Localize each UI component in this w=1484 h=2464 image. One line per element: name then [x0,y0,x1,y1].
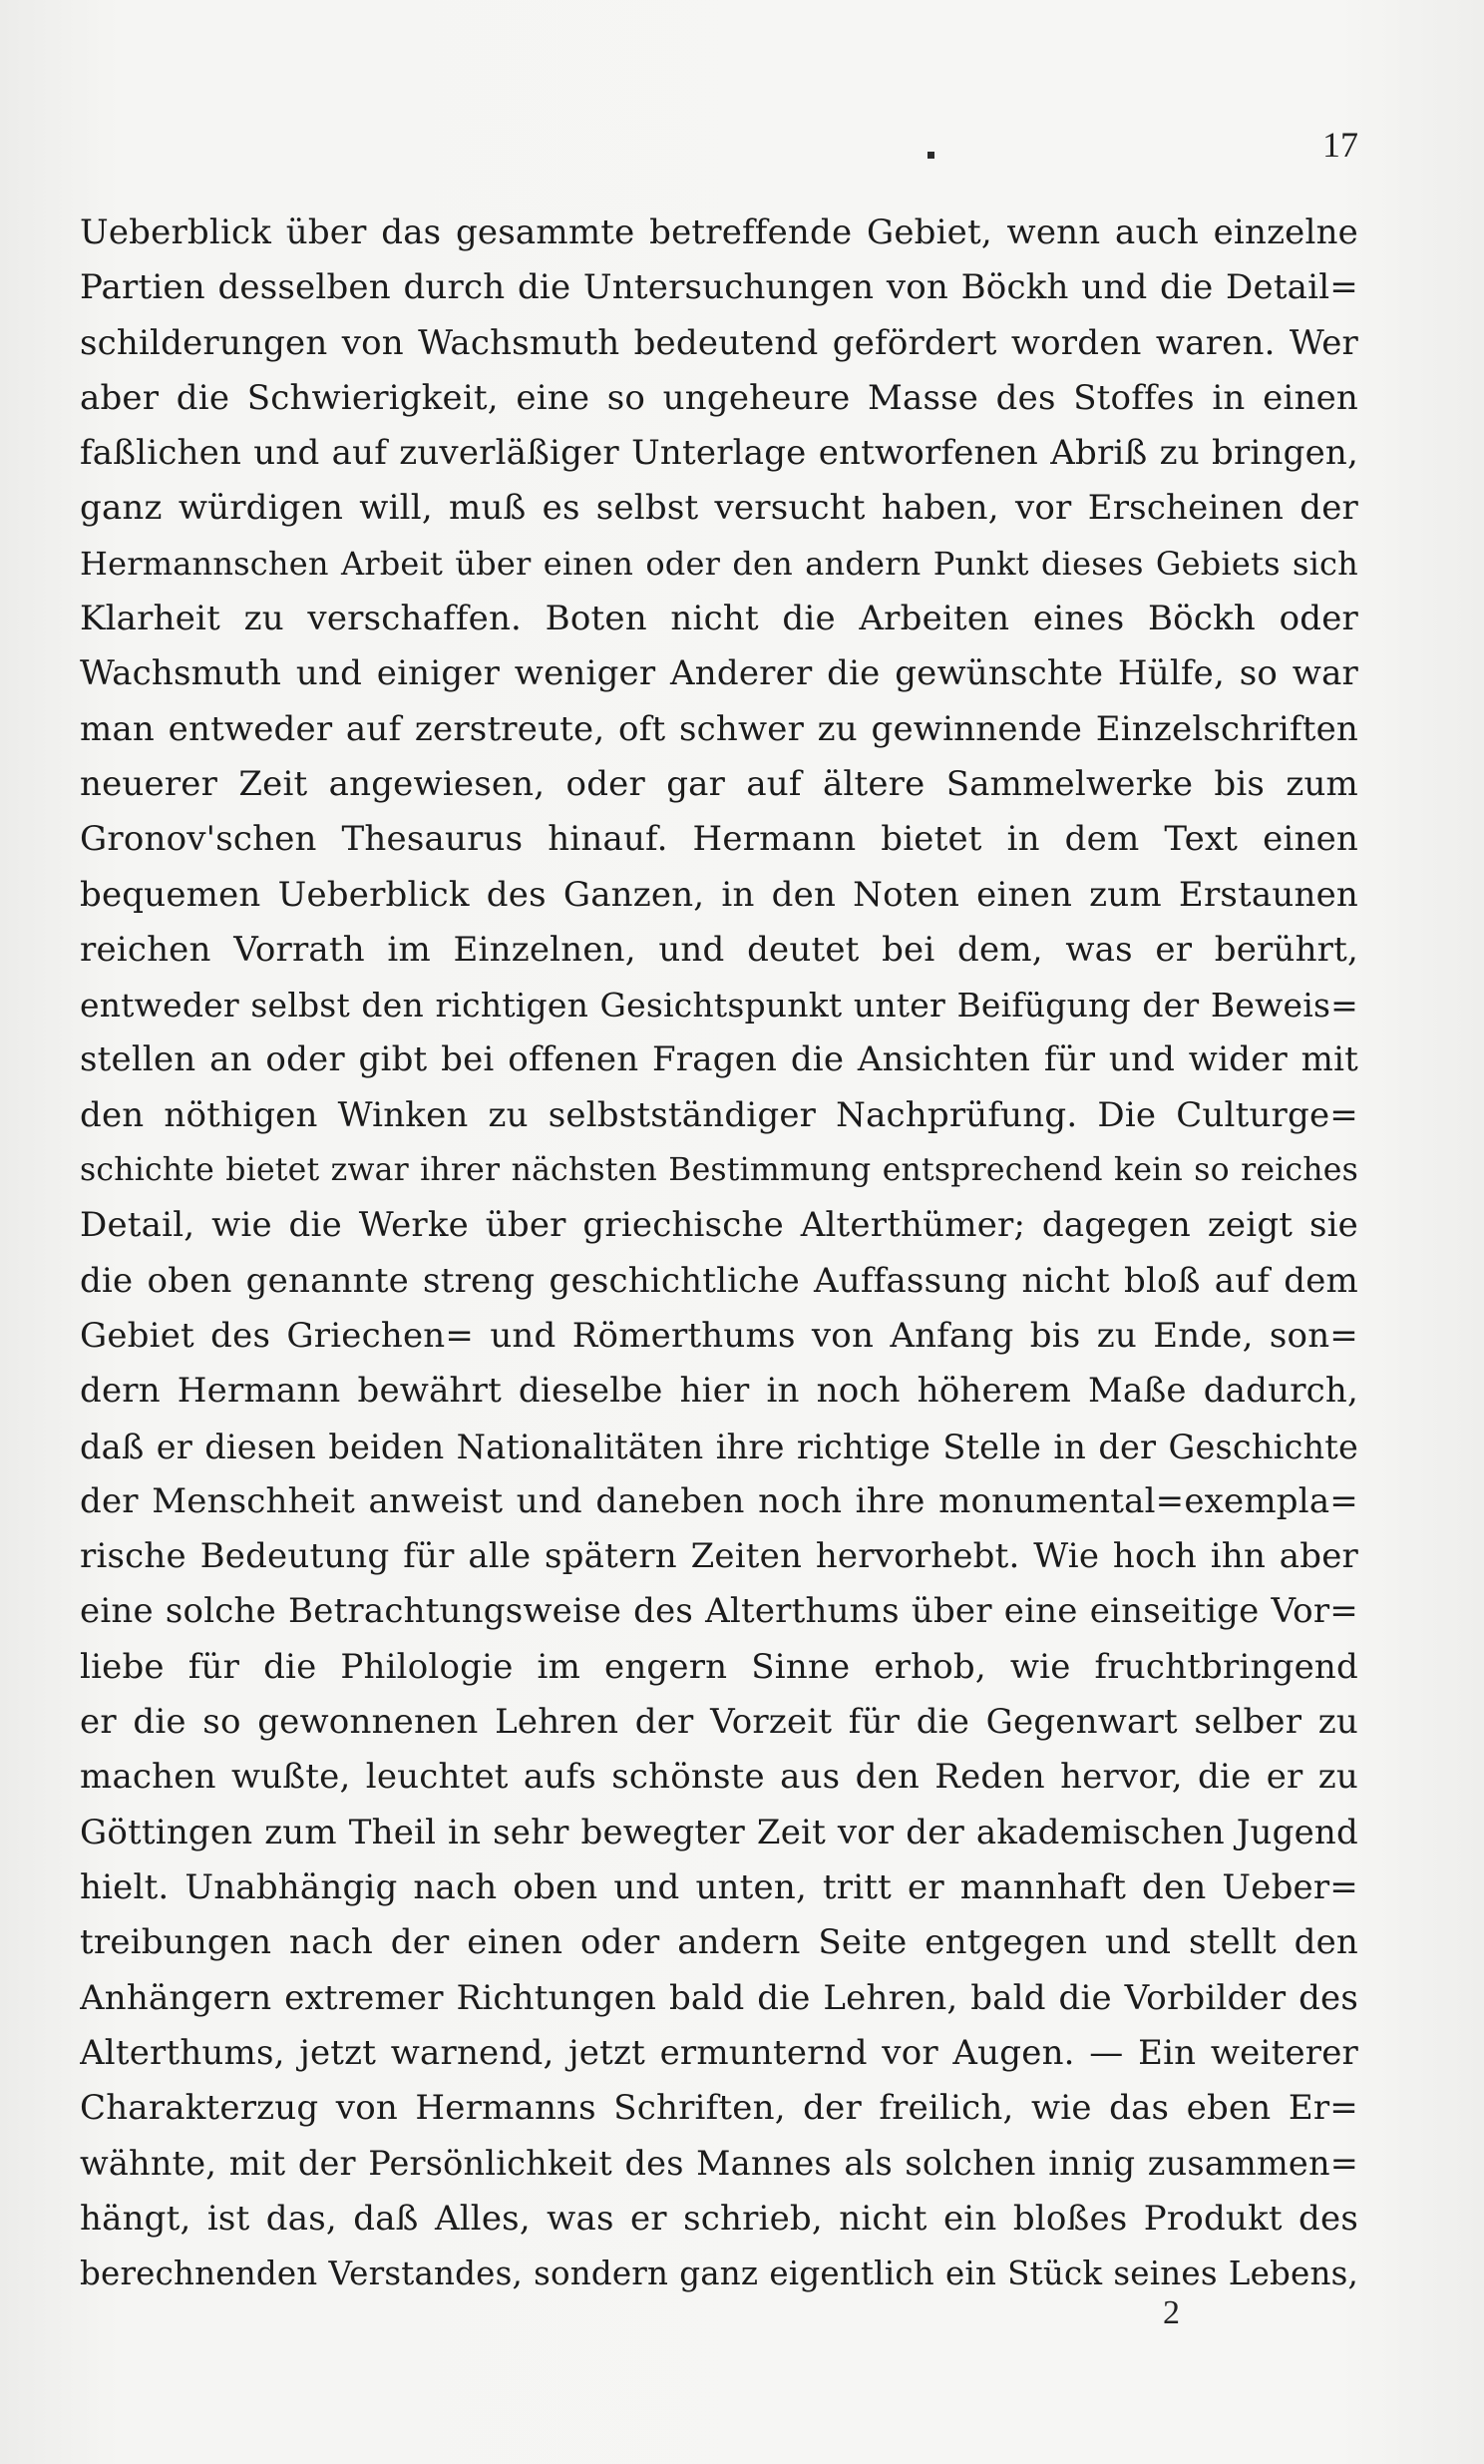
text-line: hängt, ist das, daß Alles, was er schrieb, nicht ein bloßes Produkt des [80,2198,1358,2239]
text-line: neuerer Zeit angewiesen, oder gar auf ältere Sammelwerke bis zum [80,763,1358,804]
text-line: wähnte, mit der Persönlichkeit des Mannes als solchen innig zusammen= [80,2144,1358,2184]
text-line: Anhängern extremer Richtungen bald die Lehren, bald die Vorbilder des [80,1977,1358,2018]
text-line: hielt. Unabhängig nach oben und unten, tritt er mannhaft den Ueber= [80,1866,1358,1907]
text-line: daß er diesen beiden Nationalitäten ihre richtige Stelle in der Geschichte [80,1427,1358,1466]
ink-dot [928,152,934,159]
text-line: er die so gewonnenen Lehren der Vorzeit für die Gegenwart selber zu [80,1702,1358,1743]
text-line: man entweder auf zerstreute, oft schwer zu gewinnende Einzelschriften [80,708,1358,749]
text-line: berechnenden Verstandes, sondern ganz eigentlich ein Stück seines Lebens, [80,2254,1358,2292]
text-line: machen wußte, leuchtet aufs schönste aus den Reden hervor, die er zu [80,1757,1358,1798]
text-line: Klarheit zu verschaffen. Boten nicht die Arbeiten eines Böckh oder [80,599,1358,639]
text-line: den nöthigen Winken zu selbstständiger Nachprüfung. Die Culturge= [80,1094,1358,1135]
text-line: Partien desselben durch die Untersuchungen von Böckh und die Detail= [80,267,1358,308]
text-line: Detail, wie die Werke über griechische Alterthümer; dagegen zeigt sie [80,1205,1358,1246]
text-line: faßlichen und auf zuverläßiger Unterlage entworfenen Abriß zu bringen, [80,433,1358,474]
text-line: Alterthums, jetzt warnend, jetzt ermunternd vor Augen. — Ein weiterer [80,2032,1358,2073]
text-line: der Menschheit anweist und daneben noch ihre monumental=exempla= [80,1480,1358,1521]
text-line: Ueberblick über das gesammte betreffende Gebiet, wenn auch einzelne [80,212,1358,252]
text-line: schilderungen von Wachsmuth bedeutend gefördert worden waren. Wer [80,322,1358,363]
text-line: stellen an oder gibt bei offenen Fragen die Ansichten für und wider mit [80,1039,1358,1080]
text-line: Gebiet des Griechen= und Römerthums von Anfang bis zu Ende, son= [80,1315,1358,1356]
text-line: Hermannschen Arbeit über einen oder den andern Punkt dieses Gebiets sich [80,544,1358,583]
text-line: bequemen Ueberblick des Ganzen, in den Noten einen zum Erstaunen [80,874,1358,915]
text-line: entweder selbst den richtigen Gesichtspunkt unter Beifügung der Beweis= [80,986,1358,1026]
text-line: treibungen nach der einen oder andern Seite entgegen und stellt den [80,1922,1358,1963]
text-line: aber die Schwierigkeit, eine so ungeheure Masse des Stoffes in einen [80,377,1358,418]
text-line: Wachsmuth und einiger weniger Anderer die gewünschte Hülfe, so war [80,653,1358,694]
text-line: Göttingen zum Theil in sehr bewegter Zeit vor der akademischen Jugend [80,1812,1358,1852]
text-line: rische Bedeutung für alle spätern Zeiten hervorhebt. Wie hoch ihn aber [80,1536,1358,1577]
text-line: die oben genannte streng geschichtliche Auffassung nicht bloß auf dem [80,1260,1358,1301]
signature-mark: 2 [1163,2294,1180,2331]
text-line: Charakterzug von Hermanns Schriften, der freilich, wie das eben Er= [80,2088,1358,2129]
text-line: reichen Vorrath im Einzelnen, und deutet bei dem, was er berührt, [80,929,1358,970]
text-line: Gronov'schen Thesaurus hinauf. Hermann bietet in dem Text einen [80,819,1358,860]
text-line: eine solche Betrachtungsweise des Alterthums über eine einseitige Vor= [80,1591,1358,1632]
text-line: ganz würdigen will, muß es selbst versucht haben, vor Erscheinen der [80,488,1358,529]
text-line: dern Hermann bewährt dieselbe hier in noch höherem Maße dadurch, [80,1371,1358,1412]
page-number: 17 [1322,125,1358,165]
body-text [80,205,1358,2301]
text-line: liebe für die Philologie im engern Sinne erhob, wie fruchtbringend [80,1646,1358,1687]
text-line: schichte bietet zwar ihrer nächsten Bestimmung entsprechend kein so reiches [80,1152,1358,1189]
